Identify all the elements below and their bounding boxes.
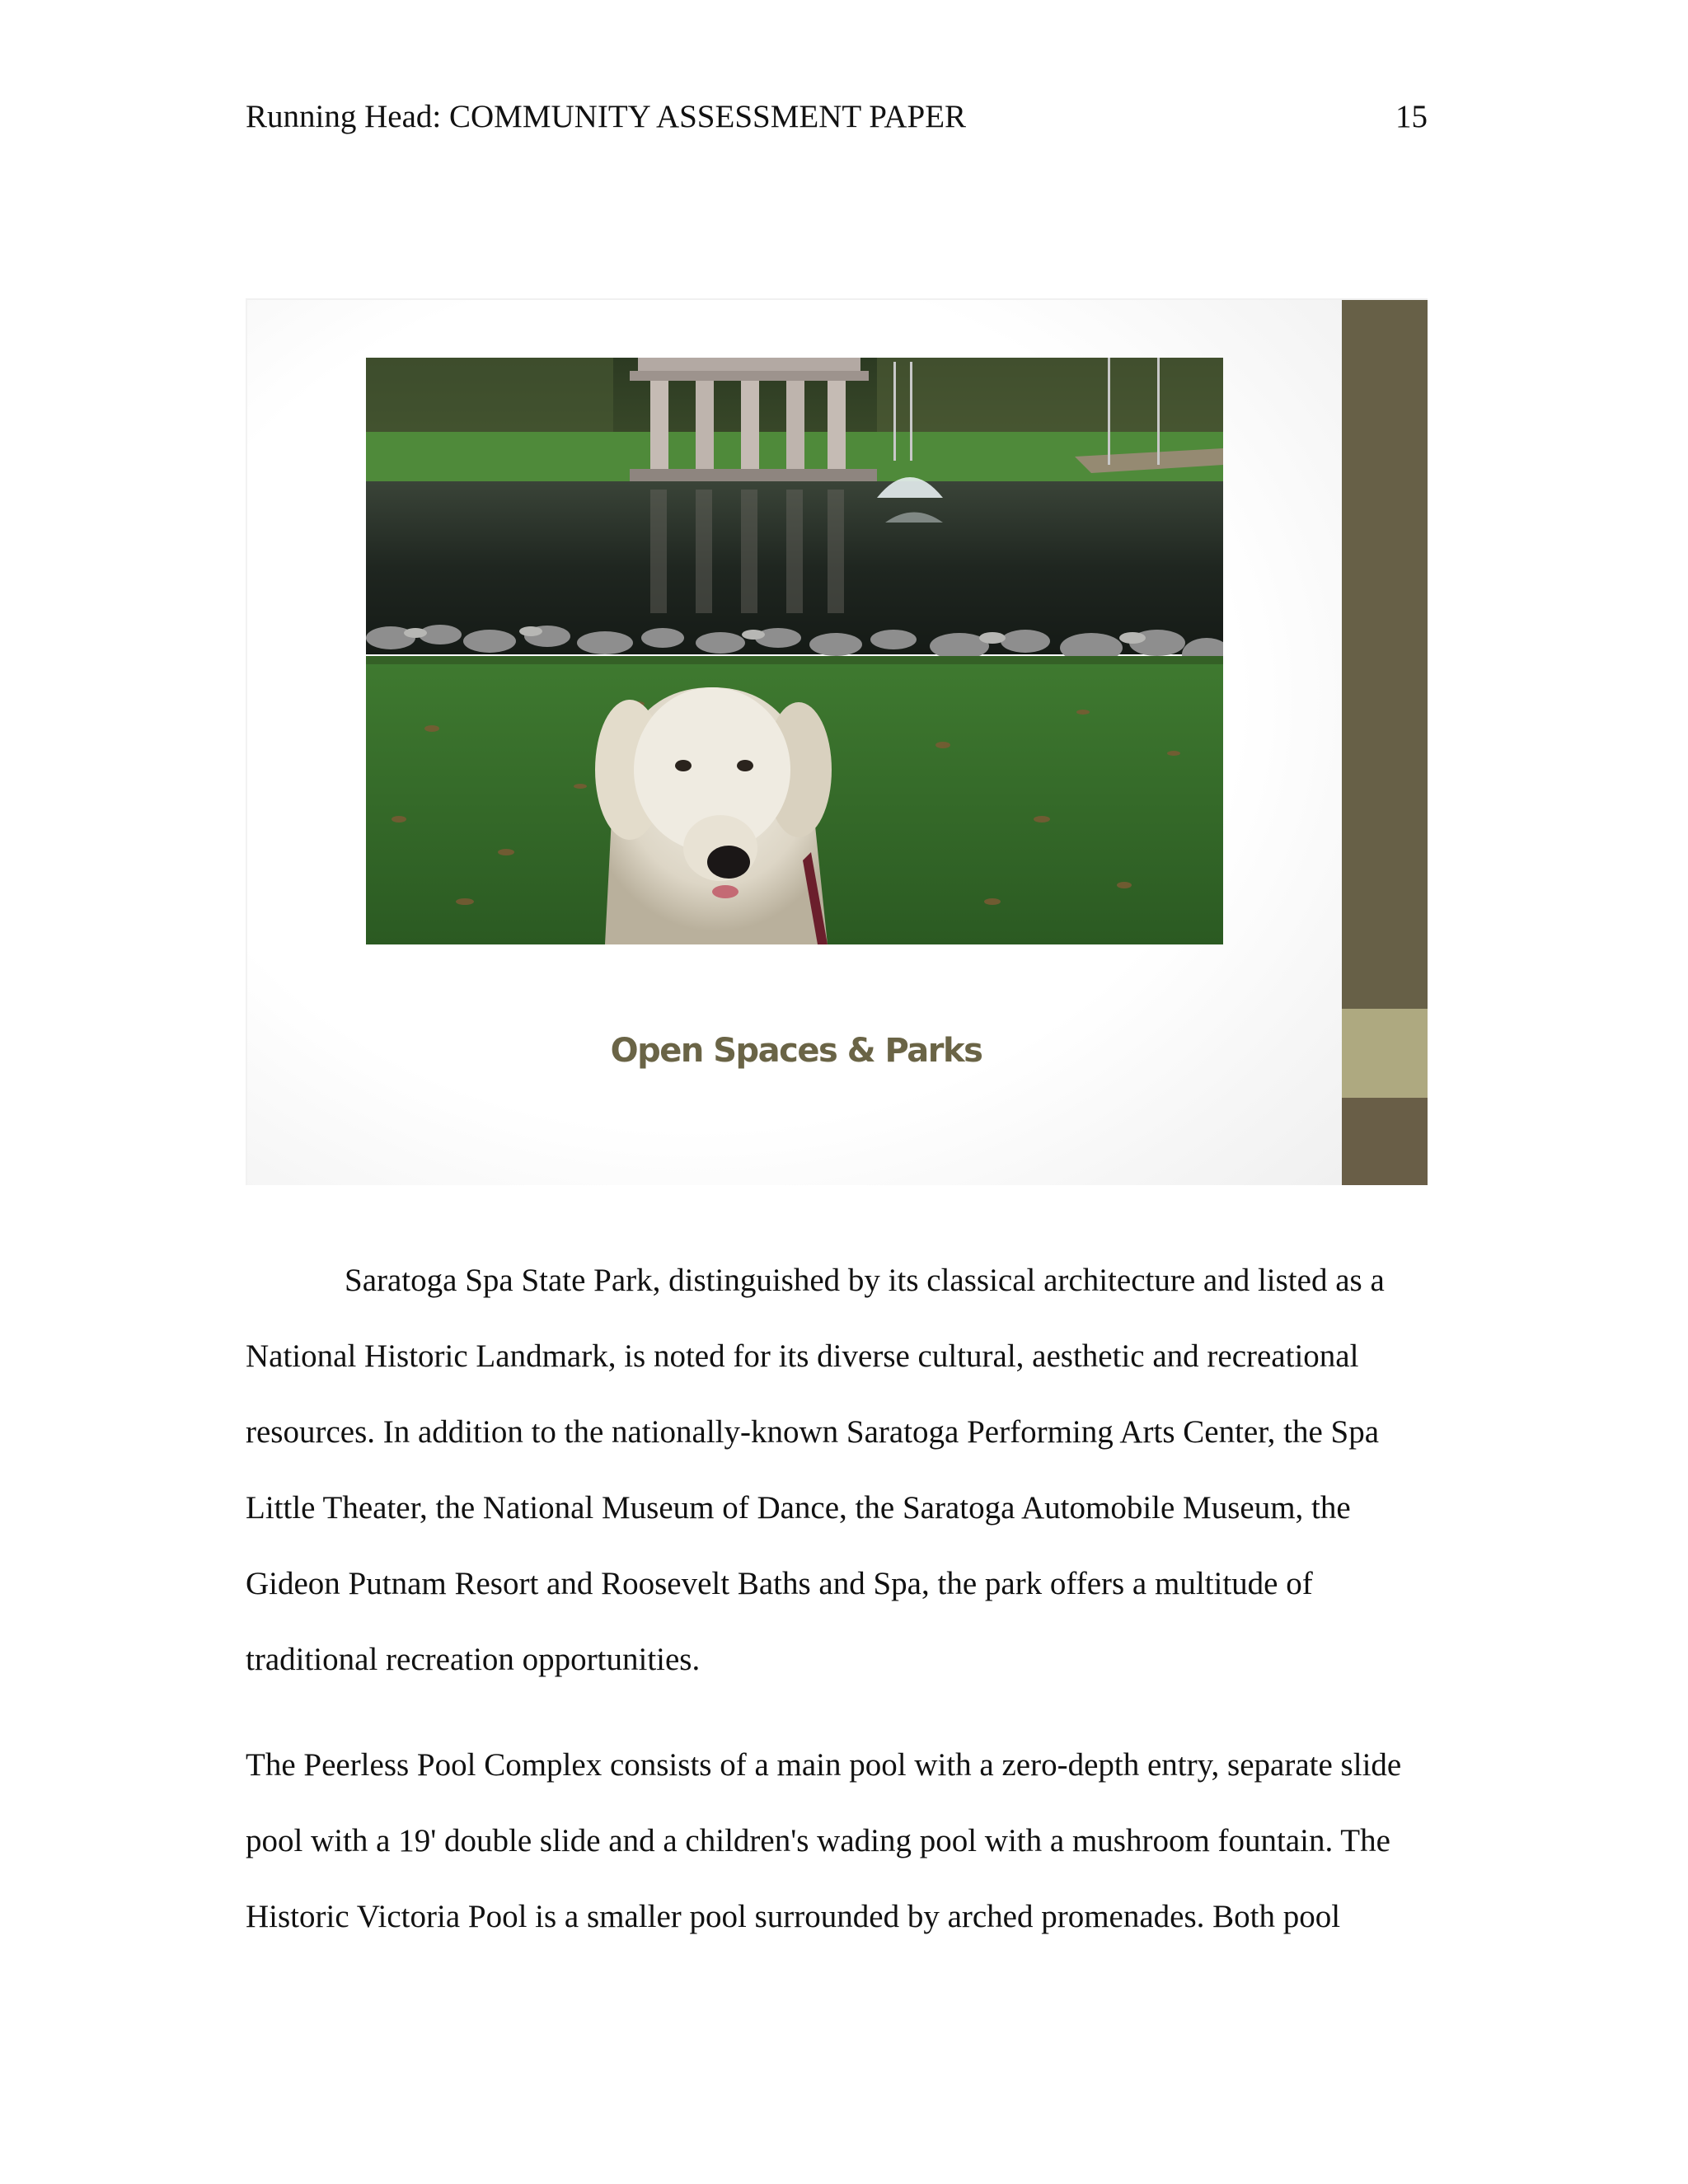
slide-accent-bars	[1342, 300, 1428, 1185]
slide-title: Open Spaces & Parks	[610, 1032, 982, 1070]
running-header	[246, 92, 1428, 142]
embedded-slide	[246, 298, 1428, 1185]
running-head-title: Running Head: COMMUNITY ASSESSMENT PAPER	[246, 99, 967, 134]
accent-bar-light	[1342, 1009, 1428, 1098]
paragraph: Saratoga Spa State Park, distinguished by its classical architecture and listed as a National Historic Landmark, is noted for its diverse cultural, aesthetic and recreational resources. In addition to the nationally-known Saratoga Performing Arts Center, the Spa Little Theater, the National Museum of Dance, the Saratoga Automobile Museum, the Gideon Putnam Resort and Roosevelt Baths and Spa, the park offers a multitude of traditional recreation opportunities.	[246, 1263, 1385, 1677]
page-number: 15	[1395, 99, 1428, 134]
paragraph: The Peerless Pool Complex consists of a main pool with a zero-depth entry, separate slide pool with a 19' double slide and a children's wading pool with a mushroom fountain. The Historic Victoria Pool is a smaller pool surrounded by arched promenades. Both pool	[246, 1747, 1402, 1934]
accent-bar-dark-bottom	[1342, 1098, 1428, 1185]
accent-bar-dark	[1342, 300, 1428, 1009]
park-photo	[366, 358, 1223, 944]
body-text	[246, 1243, 1432, 1955]
